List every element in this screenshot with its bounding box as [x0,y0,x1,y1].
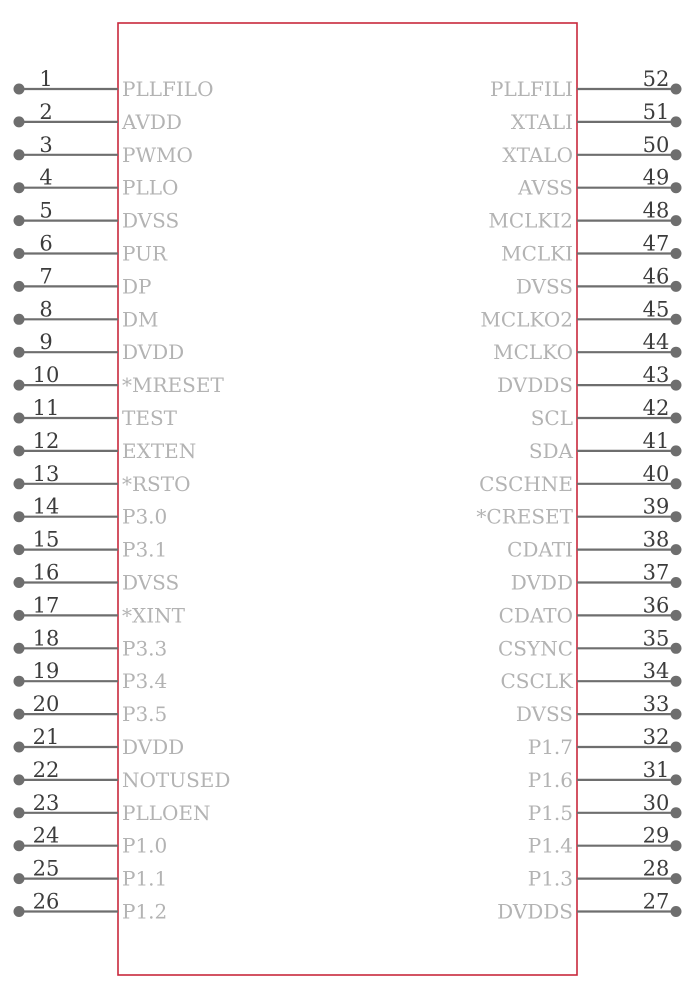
pin-label: NOTUSED [122,767,231,792]
left-pin [14,758,231,792]
left-pin [14,297,159,331]
pin-label: P1.4 [527,833,573,858]
pin-number: 34 [642,659,670,684]
pin-label: *XINT [122,603,185,628]
pin-endpoint-dot [671,906,682,917]
pin-number: 9 [39,330,53,355]
pin-endpoint-dot [671,413,682,424]
left-pin-group [14,67,231,924]
right-pin [476,495,681,529]
pin-label: CSCLK [500,669,573,694]
pin-endpoint-dot [671,281,682,292]
pin-endpoint-dot [671,610,682,621]
pin-number: 31 [642,757,670,782]
right-pin [497,363,681,397]
pin-number: 15 [32,527,60,552]
pin-label: PWMO [122,142,193,167]
right-pin [528,824,682,858]
right-pin [528,758,682,792]
pin-label: MCLKI [501,241,573,266]
left-pin [14,396,178,430]
left-pin [14,593,186,627]
right-pin [498,626,682,660]
pin-label: DP [122,274,152,299]
pin-label: MCLKI2 [488,208,573,233]
pin-number: 43 [642,363,670,388]
right-pin [516,264,682,298]
pin-label: PLLOEN [122,800,211,825]
left-pin [14,824,168,858]
pin-endpoint-dot [671,742,682,753]
pin-endpoint-dot [14,840,25,851]
pin-number: 52 [642,67,670,91]
pin-number: 3 [39,132,53,157]
pin-label: XTALI [510,109,573,134]
pin-endpoint-dot [671,116,682,127]
right-pin [490,67,681,101]
right-pin [497,890,681,924]
left-pin [14,857,168,891]
pin-number: 29 [642,823,670,848]
pin-endpoint-dot [14,742,25,753]
pin-label: *RSTO [122,471,191,496]
right-pin [528,725,682,759]
pin-number: 25 [32,856,60,881]
left-pin [14,528,168,562]
pin-endpoint-dot [671,478,682,489]
pin-endpoint-dot [14,182,25,193]
pin-endpoint-dot [14,149,25,160]
right-pin [500,659,681,693]
pin-label: PLLO [122,175,179,200]
pin-endpoint-dot [671,215,682,226]
pin-label: TEST [122,406,177,430]
pin-endpoint-dot [14,215,25,226]
pin-number: 41 [642,428,670,453]
pin-number: 37 [642,560,670,585]
pin-endpoint-dot [14,116,25,127]
right-pin [507,528,681,562]
pin-endpoint-dot [671,840,682,851]
left-pin [14,166,179,200]
pin-endpoint-dot [14,577,25,588]
pin-label: PLLFILI [490,77,573,101]
pin-endpoint-dot [671,149,682,160]
pin-number: 17 [32,593,60,618]
left-pin [14,264,152,298]
pin-label: *MRESET [122,373,224,398]
left-pin [14,791,211,825]
right-pin [516,692,682,726]
pin-label: P3.5 [122,702,168,727]
pin-label: P1.1 [122,866,168,891]
pin-number: 49 [642,165,670,190]
pin-label: MCLKO [493,340,573,365]
pin-label: P1.3 [527,866,573,891]
right-pin-group [476,67,681,924]
pin-endpoint-dot [14,906,25,917]
pin-number: 12 [32,428,60,453]
pin-number: 26 [32,889,60,914]
pin-endpoint-dot [671,676,682,687]
left-pin [14,133,193,167]
pin-label: P3.0 [122,504,168,529]
pin-number: 20 [32,692,60,717]
pin-number: 5 [39,198,53,223]
pin-label: P1.6 [527,767,573,792]
pin-endpoint-dot [14,314,25,325]
pin-label: P3.4 [122,669,168,694]
pin-label: SDA [528,438,573,463]
left-pin [14,199,180,233]
pin-endpoint-dot [671,347,682,358]
pin-label: CDATI [507,537,573,562]
right-pin [502,133,681,167]
pin-endpoint-dot [14,676,25,687]
pin-label: XTALO [502,142,573,167]
pin-endpoint-dot [14,445,25,456]
right-pin [493,330,681,364]
left-pin [14,100,182,134]
pin-number: 11 [32,396,60,420]
right-pin [528,857,682,891]
pin-label: DM [122,307,159,332]
pin-number: 47 [642,231,670,256]
pin-label: P1.7 [527,735,573,759]
pin-endpoint-dot [14,544,25,555]
right-pin [501,232,681,266]
pin-label: CSCHNE [479,471,573,496]
pin-endpoint-dot [671,544,682,555]
right-pin [499,593,682,627]
right-pin [479,462,681,496]
pin-number: 18 [32,626,60,651]
pin-endpoint-dot [671,182,682,193]
pin-label: PUR [122,241,168,266]
pin-number: 50 [642,132,670,157]
pin-endpoint-dot [671,807,682,818]
pin-endpoint-dot [14,84,25,95]
pin-endpoint-dot [14,413,25,424]
pin-label: DVDD [122,735,185,759]
pin-number: 21 [32,725,60,749]
pin-endpoint-dot [14,478,25,489]
left-pin [14,561,180,595]
left-pin [14,429,197,463]
left-pin [14,725,185,759]
pin-endpoint-dot [671,84,682,95]
pin-endpoint-dot [671,445,682,456]
pin-label: P3.3 [122,636,168,661]
pin-number: 23 [32,790,60,815]
pin-number: 10 [32,363,60,388]
pin-number: 22 [32,757,60,782]
pin-number: 33 [642,692,670,717]
pin-label: P1.5 [527,800,573,825]
pin-endpoint-dot [14,248,25,259]
pin-label: DVSS [122,570,180,595]
pin-number: 51 [642,99,670,124]
right-pin [488,199,681,233]
pin-endpoint-dot [14,873,25,884]
pin-label: EXTEN [122,438,197,463]
pin-number: 4 [39,165,53,190]
pin-label: AVSS [518,175,573,200]
right-pin [528,791,682,825]
pin-number: 45 [642,297,670,322]
left-pin [14,659,168,693]
pin-endpoint-dot [671,511,682,522]
pin-number: 40 [642,461,670,486]
pin-number: 48 [642,198,670,223]
pin-endpoint-dot [14,709,25,720]
pin-label: P1.0 [122,833,168,858]
right-pin [517,166,681,200]
pin-number: 42 [642,396,670,420]
pin-label: CDATO [498,603,573,628]
pin-label: DVDD [510,570,573,595]
pin-number: 19 [32,659,60,684]
pin-number: 30 [642,790,670,815]
pin-endpoint-dot [14,511,25,522]
pin-number: 24 [32,823,60,848]
right-pin [529,429,682,463]
pin-label: DVDDS [497,373,573,398]
left-pin [14,67,214,101]
left-pin [14,330,185,364]
right-pin [531,396,682,430]
pin-endpoint-dot [671,248,682,259]
pin-endpoint-dot [14,643,25,654]
right-pin [511,100,682,134]
left-pin [14,890,168,924]
right-pin [511,561,682,595]
left-pin [14,462,191,496]
pin-label: PLLFILO [122,77,214,101]
pin-label: CSYNC [497,636,573,661]
pin-label: AVDD [122,109,182,134]
pin-label: DVSS [515,702,573,727]
pin-endpoint-dot [671,380,682,391]
pin-endpoint-dot [14,347,25,358]
pin-number: 1 [39,67,53,91]
left-pin [14,495,168,529]
pin-number: 7 [39,264,53,289]
pin-label: MCLKO2 [480,307,573,332]
pin-number: 2 [39,99,53,124]
pin-endpoint-dot [671,314,682,325]
pin-number: 6 [39,231,53,256]
left-pin [14,692,168,726]
pin-number: 35 [642,626,670,651]
pin-label: DVSS [122,208,180,233]
pin-label: *CRESET [476,504,573,529]
pin-number: 8 [39,297,53,322]
pin-number: 46 [642,264,670,289]
pin-label: SCL [530,406,573,430]
left-pin [14,232,168,266]
pin-endpoint-dot [671,709,682,720]
pin-endpoint-dot [14,774,25,785]
pin-label: DVSS [515,274,573,299]
pin-number: 36 [642,593,670,618]
pin-endpoint-dot [14,281,25,292]
pin-label: DVDDS [497,899,573,924]
pin-number: 32 [642,725,670,749]
pin-endpoint-dot [14,807,25,818]
pin-endpoint-dot [671,774,682,785]
left-pin [14,626,168,660]
left-pin [14,363,225,397]
right-pin [480,297,681,331]
pin-endpoint-dot [14,610,25,621]
pin-label: P3.1 [122,537,168,562]
pin-number: 27 [642,889,670,914]
pin-number: 14 [32,494,60,519]
pin-number: 39 [642,494,670,519]
pin-endpoint-dot [671,643,682,654]
pin-number: 13 [32,461,60,486]
pin-number: 44 [642,330,670,355]
pin-number: 38 [642,527,670,552]
pin-label: DVDD [122,340,185,365]
pin-number: 16 [32,560,60,585]
pin-endpoint-dot [671,873,682,884]
pin-endpoint-dot [14,380,25,391]
pin-label: P1.2 [122,899,168,924]
pin-number: 28 [642,856,670,881]
pin-endpoint-dot [671,577,682,588]
